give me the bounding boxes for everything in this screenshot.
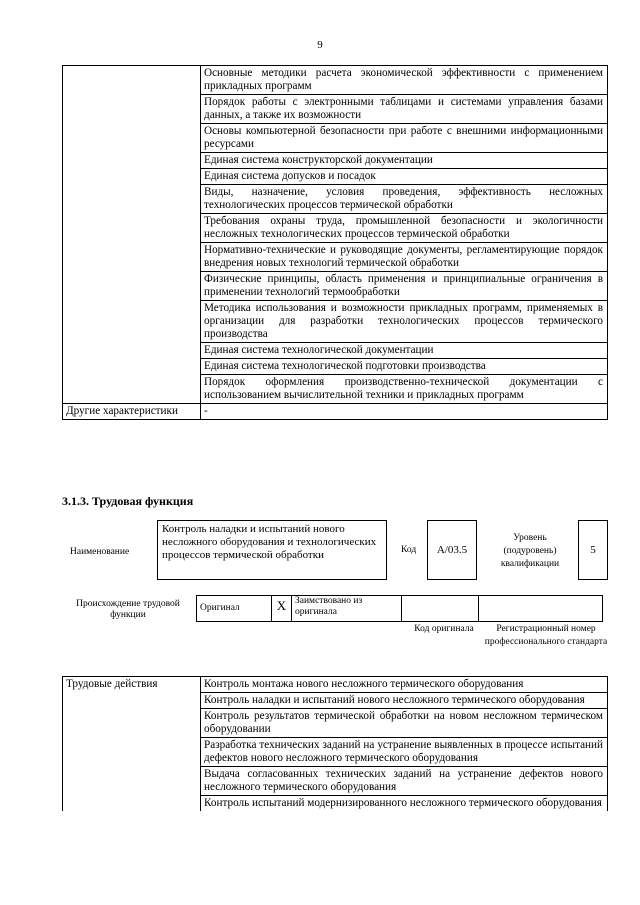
labor-action-item: Контроль результатов термической обработки на новом несложном термическом оборудовании [201,709,608,738]
function-name-value: Контроль наладки и испытаний нового несложного оборудования и технологических процессов термической обработки [157,520,387,580]
labor-action-item: Контроль испытаний модернизированного несложного термического оборудования [201,796,608,812]
labor-actions-label: Трудовые действия [63,677,201,812]
code-label: Код [401,545,417,555]
level-label: Уровень (подуровень) квалификации [500,533,560,569]
original-label: Оригинал [197,596,272,622]
page-number: 9 [317,39,323,51]
knowledge-item: Единая система технологической подготовки производства [201,359,608,375]
knowledge-table [62,65,608,420]
knowledge-item: Требования охраны труда, промышленной безопасности и экологичности несложных технологических процессов термической обработки [201,214,608,243]
other-characteristics-label: Другие характеристики [63,404,201,420]
other-characteristics-value: - [201,404,608,420]
knowledge-item: Нормативно-технические и руководящие документы, регламентирующие порядок внедрения новых технологий термической обработки [201,243,608,272]
original-mark: X [272,596,292,622]
labor-action-item: Контроль наладки и испытаний нового несложного термического оборудования [201,693,608,709]
knowledge-item: Основные методики расчета экономической эффективности с применением прикладных программ [201,66,608,95]
original-code-cell [402,596,479,622]
knowledge-item: Единая система конструкторской документации [201,153,608,169]
knowledge-label-cell [63,66,201,404]
knowledge-item: Основы компьютерной безопасности при работе с внешними информационными ресурсами [201,124,608,153]
borrowed-label: Заимствовано из оригинала [292,596,402,622]
name-label: Наименование [70,547,130,557]
code-of-original-caption: Код оригинала [414,624,474,634]
knowledge-item: Единая система допусков и посадок [201,169,608,185]
registration-number-caption: Регистрационный номер профессионального стандарта [484,624,608,647]
labor-action-item: Контроль монтажа нового несложного термического оборудования [201,677,608,693]
knowledge-item: Порядок работы с электронными таблицами и системами управления базами данных, а также их возможности [201,95,608,124]
labor-action-item: Разработка технических заданий на устранение выявленных в процессе испытаний дефектов нового несложного термического оборудования [201,738,608,767]
knowledge-item: Физические принципы, область применения и принципиальные ограничения в применении технологий термообработки [201,272,608,301]
origin-label: Происхождение трудовой функции [76,599,180,620]
registration-number-cell [479,596,603,622]
section-heading: 3.1.3. Трудовая функция [62,494,194,508]
origin-table [196,595,603,622]
qualification-level-value: 5 [578,520,608,580]
knowledge-item: Единая система технологической документации [201,343,608,359]
knowledge-item: Методика использования и возможности прикладных программ, применяемых в организации для разработки технологических процессов термического производства [201,301,608,343]
function-code-value: A/03.5 [427,520,477,580]
labor-action-item: Выдача согласованных технических заданий на устранение дефектов нового несложного термического оборудования [201,767,608,796]
knowledge-item: Виды, назначение, условия проведения, эффективность несложных технологических процессов термической обработки [201,185,608,214]
knowledge-item: Порядок оформления производственно-технической документации с использованием вычислительной техники и прикладных программ [201,375,608,404]
labor-actions-table [62,676,608,811]
